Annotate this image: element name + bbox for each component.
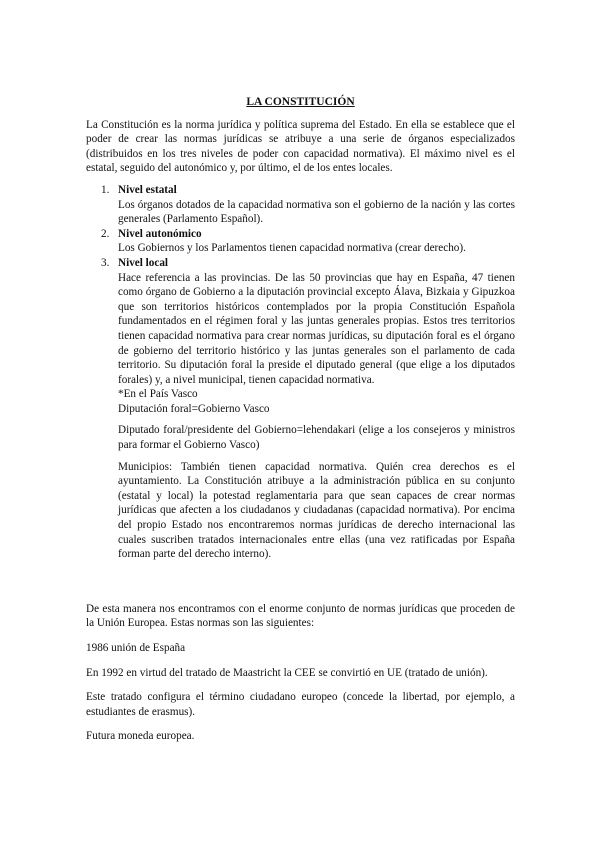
list-heading: Nivel autonómico bbox=[118, 227, 202, 240]
list-item-autonomico bbox=[86, 227, 515, 256]
list-text: Los Gobiernos y los Parlamentos tienen capacidad normativa (crear derecho). bbox=[118, 242, 466, 255]
note-pais-vasco: *En el País Vasco bbox=[118, 388, 198, 401]
list-number: 3. bbox=[101, 256, 110, 269]
body-paragraph: De esta manera nos encontramos con el enorme conjunto de normas jurídicas que proceden de la Unión Europea. Estas normas son las siguientes: bbox=[86, 602, 515, 630]
list-heading: Nivel estatal bbox=[118, 183, 177, 196]
list-item-local bbox=[86, 256, 515, 562]
list-number: 1. bbox=[101, 183, 110, 196]
spacer bbox=[86, 562, 515, 602]
note-municipios: Municipios: También tienen capacidad normativa. Quién crea derechos es el ayuntamiento. La Constitución atribuye a la administración pública en su conjunto (estatal y local) la potestad reglamentaria para que sean capaces de crear normas jurídicas que afecten a los ciudadanos y ciudadanas (capacidad normativa). Por encima del propio Estado nos encontraremos normas jurídicas de derecho internacional las cuales suscriben tratados internacionales entre ellas (una vez ratificadas por España forman parte del derecho interno). bbox=[118, 460, 515, 561]
intro-paragraph: La Constitución es la norma jurídica y política suprema del Estado. En ella se establece que el poder de crear las normas jurídicas se atribuye a una serie de órganos especializados (distribuidos en los tres niveles de poder con capacidad normativa). El máximo nivel es el estatal, seguido del autonómico y, por último, el de los entes locales. bbox=[86, 118, 515, 175]
list-text: Los órganos dotados de la capacidad normativa son el gobierno de la nación y las cortes generales (Parlamento Español). bbox=[118, 198, 515, 226]
note-diputado: Diputado foral/presidente del Gobierno=lehendakari (elige a los consejeros y ministros para formar el Gobierno Vasco) bbox=[118, 424, 515, 452]
document-page bbox=[86, 95, 515, 754]
body-paragraph: Futura moneda europea. bbox=[86, 730, 195, 743]
body-paragraph: Este tratado configura el término ciudadano europeo (concede la libertad, por ejemplo, a estudiantes de erasmus). bbox=[86, 691, 515, 718]
list-item-estatal bbox=[86, 183, 515, 227]
levels-list bbox=[86, 183, 515, 562]
list-text: Hace referencia a las provincias. De las 50 provincias que hay en España, 47 tienen como órgano de Gobierno a la diputación provincial excepto Álava, Bizkaia y Gipuzkoa que son territorios históricos contemplados por la propia Constitución Española fundamentados en el régimen foral y las juntas generales propias. Estos tres territorios tienen capacidad normativa para crear normas jurídicas, su diputación foral es el órgano de gobierno del territorio histórico y las juntas generales son el parlamento de cada territorio. Su diputación foral la preside el diputado general (que elige a los diputados forales) y, a nivel municipal, tienen capacidad normativa. bbox=[118, 271, 515, 386]
note-diputacion: Diputación foral=Gobierno Vasco bbox=[118, 402, 270, 415]
list-heading: Nivel local bbox=[118, 256, 169, 269]
body-paragraph: En 1992 en virtud del tratado de Maastricht la CEE se convirtió en UE (tratado de unión). bbox=[86, 666, 488, 679]
list-number: 2. bbox=[101, 227, 110, 240]
page-title: LA CONSTITUCIÓN bbox=[246, 96, 355, 108]
body-paragraph: 1986 unión de España bbox=[86, 642, 186, 654]
